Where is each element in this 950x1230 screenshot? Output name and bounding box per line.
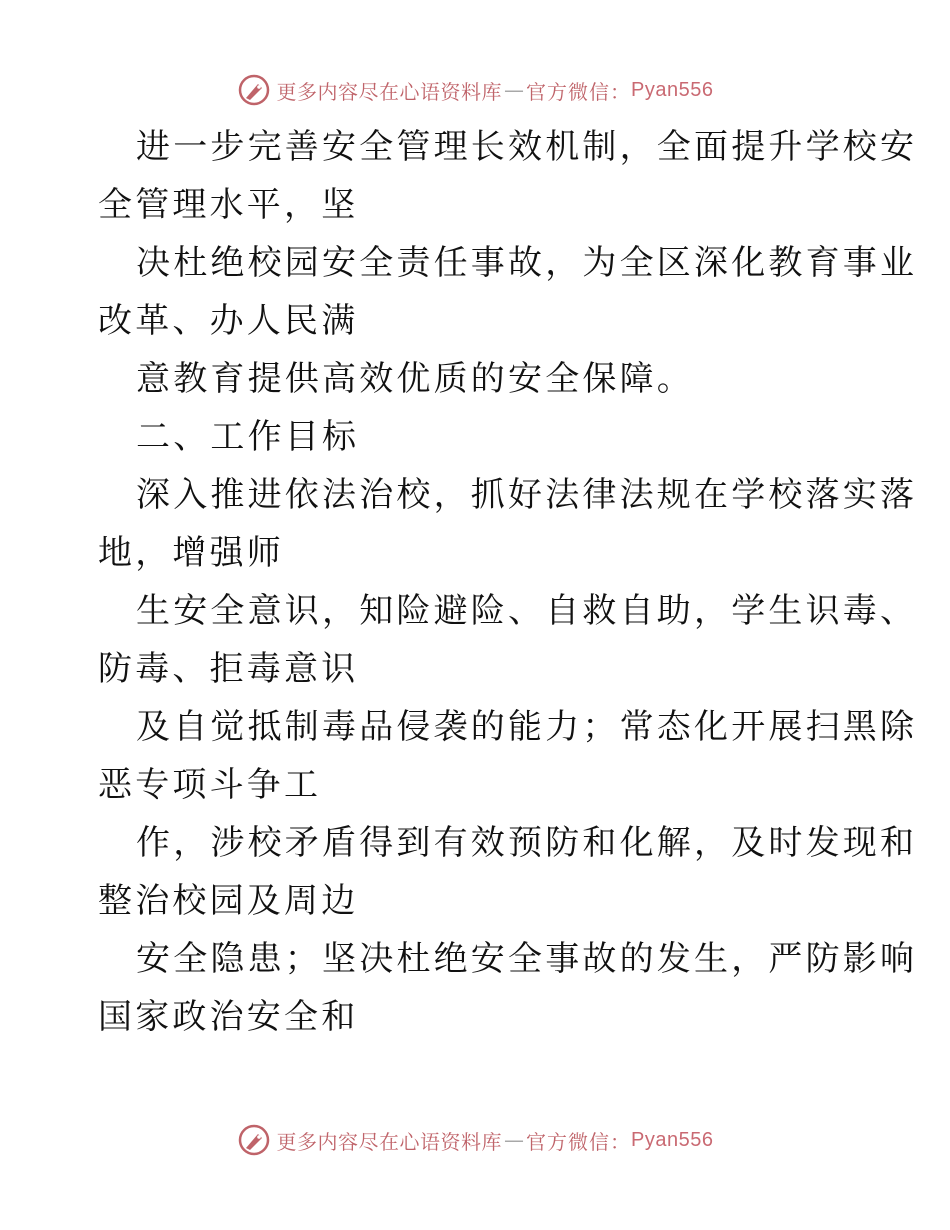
text-line: 及自觉抵制毒品侵袭的能力；常态化开展扫黑除 [136, 707, 918, 747]
text-line: 全管理水平，坚 [98, 185, 359, 225]
pen-nib-circle-icon [237, 73, 271, 107]
watermark-contact-id: Pyan556 [631, 1128, 714, 1151]
header-watermark [0, 70, 950, 110]
watermark-contact-label: 官方微信： [526, 1129, 632, 1154]
text-line: 意教育提供高效优质的安全保障。 [136, 359, 694, 399]
text-line: 国家政治安全和 [98, 997, 359, 1037]
text-line: 生安全意识，知险避险、自救自助，学生识毒、 [136, 591, 918, 631]
text-line: 进一步完善安全管理长效机制，全面提升学校安 [136, 127, 918, 167]
section-heading: 二、工作目标 [136, 417, 360, 457]
text-line: 安全隐患；坚决杜绝安全事故的发生，严防影响 [136, 939, 918, 979]
watermark-separator: — [504, 1128, 525, 1152]
text-line: 恶专项斗争工 [98, 765, 322, 805]
watermark-contact-label: 官方微信： [526, 79, 632, 104]
text-line: 改革、办人民满 [98, 301, 359, 341]
watermark-contact-id: Pyan556 [631, 78, 714, 101]
pen-nib-circle-icon [237, 1123, 271, 1157]
footer-watermark [0, 1120, 950, 1160]
watermark-text: 更多内容尽在心语资料库 [276, 79, 503, 104]
text-line: 防毒、拒毒意识 [98, 649, 359, 689]
text-line: 深入推进依法治校，抓好法律法规在学校落实落 [136, 475, 918, 515]
text-line: 决杜绝校园安全责任事故，为全区深化教育事业 [136, 243, 918, 283]
text-line: 地，增强师 [98, 533, 284, 573]
text-line: 整治校园及周边 [98, 881, 359, 921]
watermark-text: 更多内容尽在心语资料库 [276, 1129, 503, 1154]
text-line: 作，涉校矛盾得到有效预防和化解，及时发现和 [136, 823, 918, 863]
document-body [98, 118, 918, 1046]
watermark-separator: — [504, 78, 525, 102]
